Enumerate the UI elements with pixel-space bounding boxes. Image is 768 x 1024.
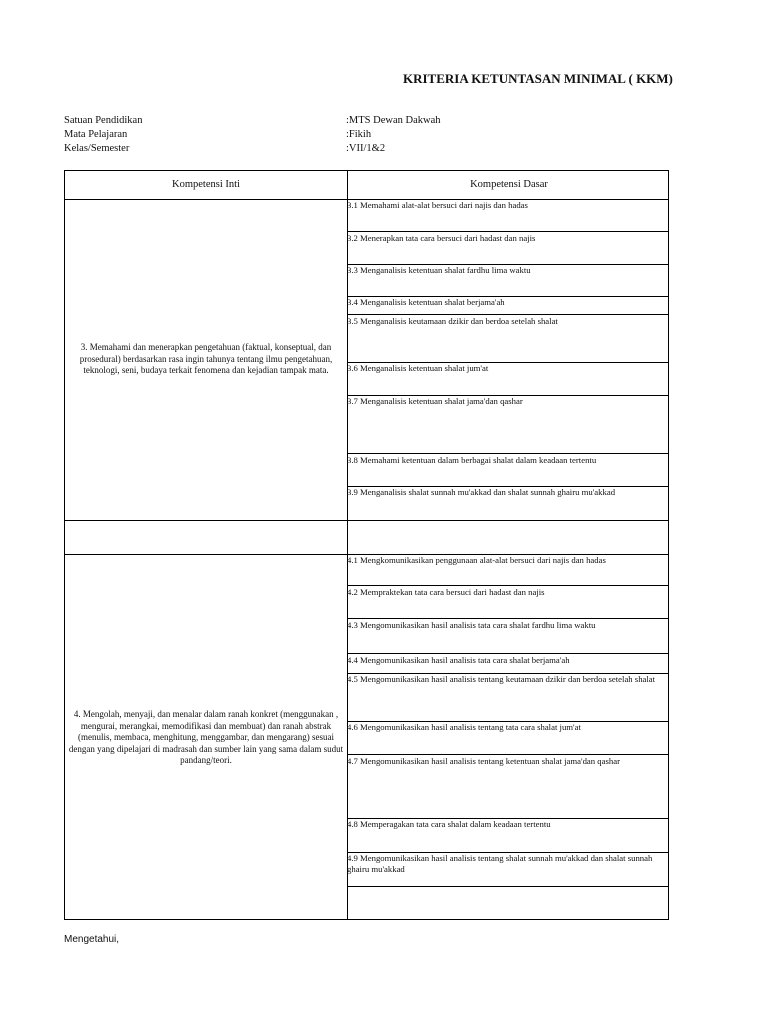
info-label: Satuan Pendidikan [64, 115, 143, 126]
kd-4-1: 4.1 Mengkomunikasikan penggunaan alat-alat bersuci dari najis dan hadas [347, 555, 606, 565]
kd-4-4: 4.4 Mengomunikasikan hasil analisis tata cara shalat berjama'ah [347, 655, 570, 665]
info-value: :VII/1&2 [346, 143, 386, 154]
row-divider [347, 618, 668, 619]
kd-3-2: 3.2 Menerapkan tata cara bersuci dari hadast dan najis [347, 233, 536, 243]
column-divider [347, 171, 348, 919]
kompetensi-inti-4: 4. Mengolah, menyaji, dan menalar dalam ranah konkret (menggunakan , mengurai, merangkai, memodifikasi dan membuat) dan ranah abstrak (menulis, membaca, menghitung, menggambar, dan mengarang) sesuai dengan yang dipelajari di madrasah dan sumber lain yang sama dalam sudut pandang/teori. [68, 709, 344, 765]
header-kompetensi-dasar: Kompetensi Dasar [470, 179, 548, 190]
kd-3-8: 3.8 Memahami ketentuan dalam berbagai shalat dalam keadaan tertentu [347, 455, 597, 465]
info-value: :Fikih [346, 129, 372, 140]
kd-3-3: 3.3 Menganalisis ketentuan shalat fardhu lima waktu [347, 265, 531, 275]
row-divider [347, 653, 668, 654]
footer-mengetahui: Mengetahui, [64, 934, 120, 945]
kd-3-5: 3.5 Menganalisis keutamaan dzikir dan berdoa setelah shalat [347, 316, 558, 326]
document-title: KRITERIA KETUNTASAN MINIMAL ( KKM) [403, 71, 673, 86]
kd-4-9: 4.9 Mengomunikasikan hasil analisis tentang shalat sunnah mu'akkad dan shalat sunnah ghairu mu'akkad [347, 853, 653, 874]
kd-3-1: 3.1 Memahami alat-alat bersuci dari najis dan hadas [347, 200, 528, 210]
kd-4-7: 4.7 Mengomunikasikan hasil analisis tentang ketentuan shalat jama'dan qashar [347, 756, 620, 766]
info-label: Kelas/Semester [64, 143, 130, 154]
kd-3-9: 3.9 Menganalisis shalat sunnah mu'akkad dan shalat sunnah ghairu mu'akkad [347, 487, 616, 497]
kkm-table [64, 170, 669, 920]
kd-4-3: 4.3 Mengomunikasikan hasil analisis tata cara shalat fardhu lima waktu [347, 620, 596, 630]
kd-3-7: 3.7 Menganalisis ketentuan shalat jama'dan qashar [347, 396, 523, 406]
kd-3-6: 3.6 Menganalisis ketentuan shalat jum'at [347, 363, 489, 373]
kd-4-2: 4.2 Mempraktekan tata cara bersuci dari hadast dan najis [347, 587, 545, 597]
row-divider [347, 585, 668, 586]
header-kompetensi-inti: Kompetensi Inti [172, 179, 240, 190]
row-divider [347, 886, 668, 887]
info-value: :MTS Dewan Dakwah [346, 115, 441, 126]
kd-4-8: 4.8 Memperagakan tata cara shalat dalam keadaan tertentu [347, 819, 551, 829]
row-divider [347, 231, 668, 232]
kd-4-5: 4.5 Mengomunikasikan hasil analisis tentang keutamaan dzikir dan berdoa setelah shalat [347, 674, 656, 684]
row-divider [65, 520, 668, 521]
kd-3-4: 3.4 Menganalisis ketentuan shalat berjama'ah [347, 297, 505, 307]
kompetensi-inti-3: 3. Memahami dan menerapkan pengetahuan (faktual, konseptual, dan prosedural) berdasarkan rasa ingin tahunya tentang ilmu pengetahuan, teknologi, seni, budaya terkait fenomena dan kejadian tampak mata. [79, 342, 333, 375]
row-divider [347, 754, 668, 755]
row-divider [347, 453, 668, 454]
info-label: Mata Pelajaran [64, 129, 128, 140]
kd-4-6: 4.6 Mengomunikasikan hasil analisis tentang tata cara shalat jum'at [347, 722, 581, 732]
row-divider [347, 314, 668, 315]
